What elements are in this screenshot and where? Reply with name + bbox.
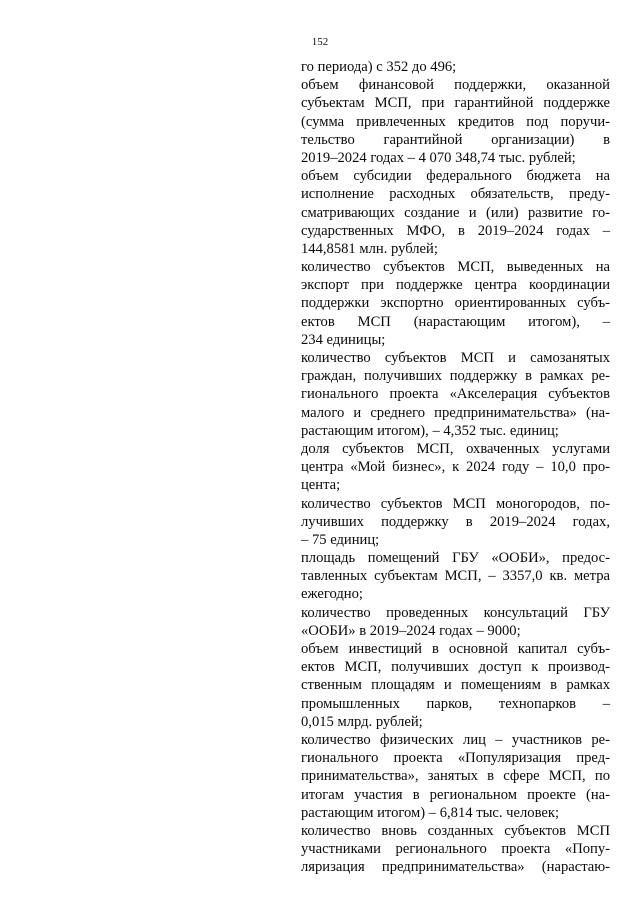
text-line: объем субсидии федерального бюджета на: [301, 168, 610, 185]
text-line: участниками регионального проекта «Попу-: [301, 841, 610, 858]
text-line: 144,8581 млн. рублей;: [301, 240, 438, 257]
text-line: 0,015 млрд. рублей;: [301, 713, 423, 730]
text-line: принимательства», занятых в сфере МСП, по: [301, 768, 610, 785]
text-line: объем инвестиций в основной капитал субъ-: [301, 641, 610, 657]
text-line: 2019–2024 годах – 4 070 348,74 тыс. рублей;: [301, 149, 576, 166]
text-line: сударственных МФО, в 2019–2024 годах –: [301, 222, 610, 239]
text-line: лучивших поддержку в 2019–2024 годах,: [301, 513, 610, 530]
text-line: тельство гарантийной организации) в: [301, 131, 610, 148]
text-line: исполнение расходных обязательств, преду-: [301, 186, 610, 203]
text-line: ственным площадям и помещениям в рамках: [301, 677, 610, 694]
text-line: гионального проекта «Популяризация пред-: [301, 750, 610, 767]
text-line: 234 единицы;: [301, 331, 386, 348]
text-line: промышленных парков, технопарков –: [301, 695, 610, 712]
text-line: ектов МСП (нарастающим итогом), –: [301, 313, 610, 330]
text-line: го периода) с 352 до 496;: [301, 59, 457, 75]
text-line: (сумма привлеченных кредитов под поручи-: [301, 113, 610, 130]
text-line: объем финансовой поддержки, оказанной: [301, 77, 610, 94]
text-line: растающим итогом), – 4,352 тыс. единиц;: [301, 422, 559, 439]
text-line: «ООБИ» в 2019–2024 годах – 9000;: [301, 622, 521, 639]
text-line: количество субъектов МСП, выведенных на: [301, 259, 610, 276]
text-line: количество физических лиц – участников ре-: [301, 731, 610, 748]
text-line: количество проведенных консультаций ГБУ: [301, 604, 610, 621]
page-number: 152: [311, 36, 329, 48]
text-line: субъектам МСП, при гарантийной поддержке: [301, 95, 610, 112]
text-line: количество вновь созданных субъектов МСП: [301, 822, 610, 839]
text-line: доля субъектов МСП, охваченных услугами: [301, 440, 610, 457]
body-text: [301, 58, 610, 876]
text-line: количество субъектов МСП моногородов, по-: [301, 495, 610, 512]
text-line: сматривающих создание и (или) развитие го-: [301, 204, 610, 221]
text-line: малого и среднего предпринимательства» (на-: [301, 404, 610, 421]
text-line: итогам участия в региональном проекте (на-: [301, 786, 610, 803]
text-line: ектов МСП, получивших доступ к производ-: [301, 659, 610, 676]
text-line: граждан, получивших поддержку в рамках ре-: [301, 368, 610, 385]
text-line: цента;: [301, 477, 341, 494]
text-line: ежегодно;: [301, 586, 363, 603]
text-line: ляризация предпринимательства» (нарастаю-: [301, 859, 610, 876]
text-line: тавленных субъектам МСП, – 3357,0 кв. метра: [301, 568, 610, 585]
text-line: гионального проекта «Акселерация субъектов: [301, 386, 610, 403]
text-line: площадь помещений ГБУ «ООБИ», предос-: [301, 550, 610, 567]
text-line: растающим итогом) – 6,814 тыс. человек;: [301, 804, 560, 821]
text-line: центра «Мой бизнес», к 2024 году – 10,0 про-: [301, 459, 610, 476]
text-line: – 75 единиц;: [301, 531, 380, 548]
text-line: поддержки экспортно ориентированных субъ-: [301, 295, 610, 312]
text-line: количество субъектов МСП и самозанятых: [301, 350, 610, 366]
text-line: экспорт при поддержке центра координации: [301, 277, 610, 294]
